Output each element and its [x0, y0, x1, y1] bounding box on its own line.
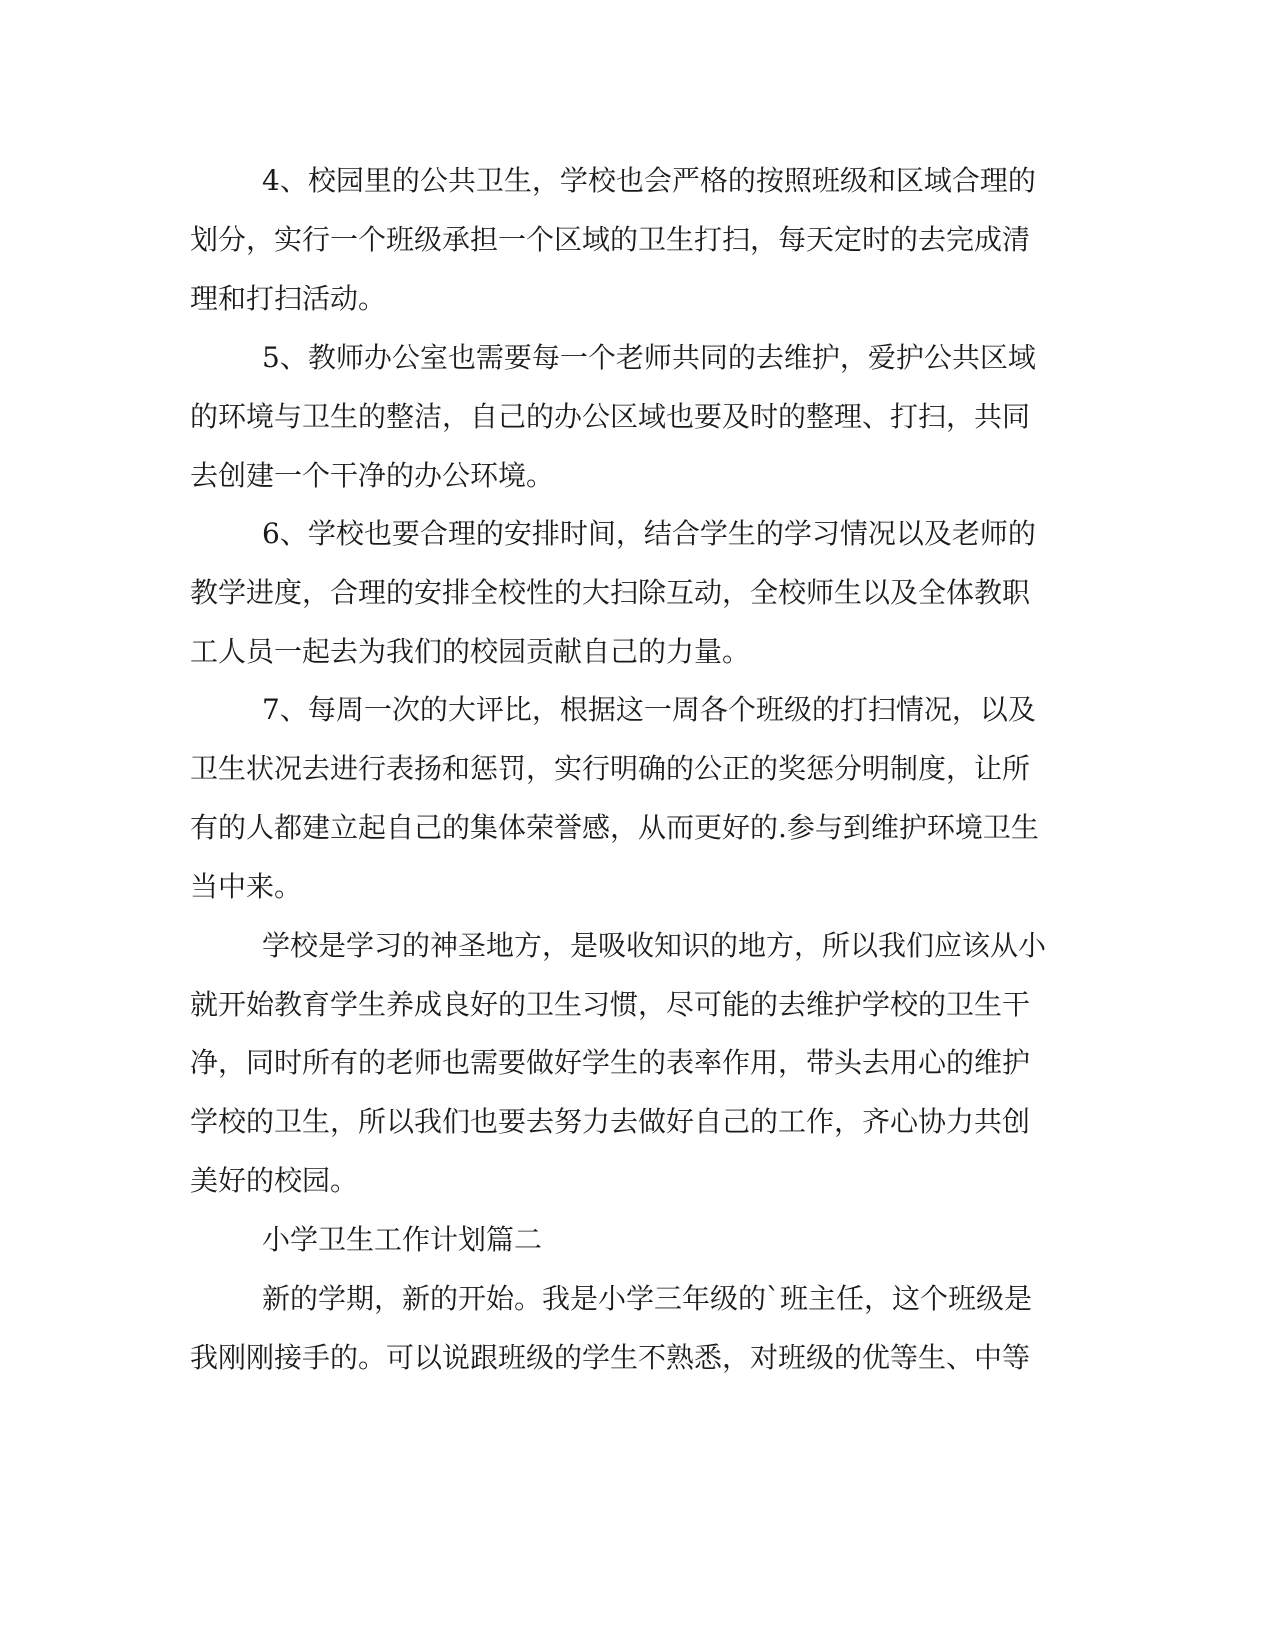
conclusion-line-1: 学校是学习的神圣地方，是吸收知识的地方，所以我们应该从小 — [262, 929, 1047, 962]
conclusion-line-4: 学校的卫生，所以我们也要去努力去做好自己的工作，齐心协力共创 — [190, 1105, 1031, 1138]
paragraph-6-line-2: 教学进度，合理的安排全校性的大扫除互动，全校师生以及全体教职 — [190, 576, 1031, 609]
paragraph-6-line-1: 6、学校也要合理的安排时间，结合学生的学习情况以及老师的 — [262, 517, 1036, 550]
paragraph-5-line-3: 去创建一个干净的办公环境。 — [190, 459, 555, 492]
paragraph-7-line-1: 7、每周一次的大评比，根据这一周各个班级的打扫情况，以及 — [262, 693, 1036, 726]
paragraph-7-line-3: 有的人都建立起自己的集体荣誉感，从而更好的.参与到维护环境卫生 — [190, 811, 1039, 844]
conclusion-line-2: 就开始教育学生养成良好的卫生习惯，尽可能的去维护学校的卫生干 — [190, 988, 1031, 1021]
paragraph-4-line-3: 理和打扫活动。 — [190, 282, 387, 315]
paragraph-4-line-2: 划分，实行一个班级承担一个区域的卫生打扫，每天定时的去完成清 — [190, 223, 1031, 256]
intro-line-2: 我刚刚接手的。可以说跟班级的学生不熟悉，对班级的优等生、中等 — [190, 1341, 1031, 1374]
paragraph-6-line-3: 工人员一起去为我们的校园贡献自己的力量。 — [190, 635, 751, 668]
paragraph-5-line-1: 5、教师办公室也需要每一个老师共同的去维护，爱护公共区域 — [262, 341, 1036, 374]
paragraph-7-line-2: 卫生状况去进行表扬和惩罚，实行明确的公正的奖惩分明制度，让所 — [190, 752, 1031, 785]
intro-line-1: 新的学期，新的开始。我是小学三年级的`班主任，这个班级是 — [262, 1282, 1033, 1315]
section-heading: 小学卫生工作计划篇二 — [262, 1223, 543, 1256]
conclusion-line-5: 美好的校园。 — [190, 1164, 359, 1197]
paragraph-4-line-1: 4、校园里的公共卫生，学校也会严格的按照班级和区域合理的 — [262, 164, 1036, 197]
paragraph-5-line-2: 的环境与卫生的整洁，自己的办公区域也要及时的整理、打扫，共同 — [190, 400, 1031, 433]
conclusion-line-3: 净，同时所有的老师也需要做好学生的表率作用，带头去用心的维护 — [190, 1046, 1031, 1079]
paragraph-7-line-4: 当中来。 — [190, 870, 303, 903]
